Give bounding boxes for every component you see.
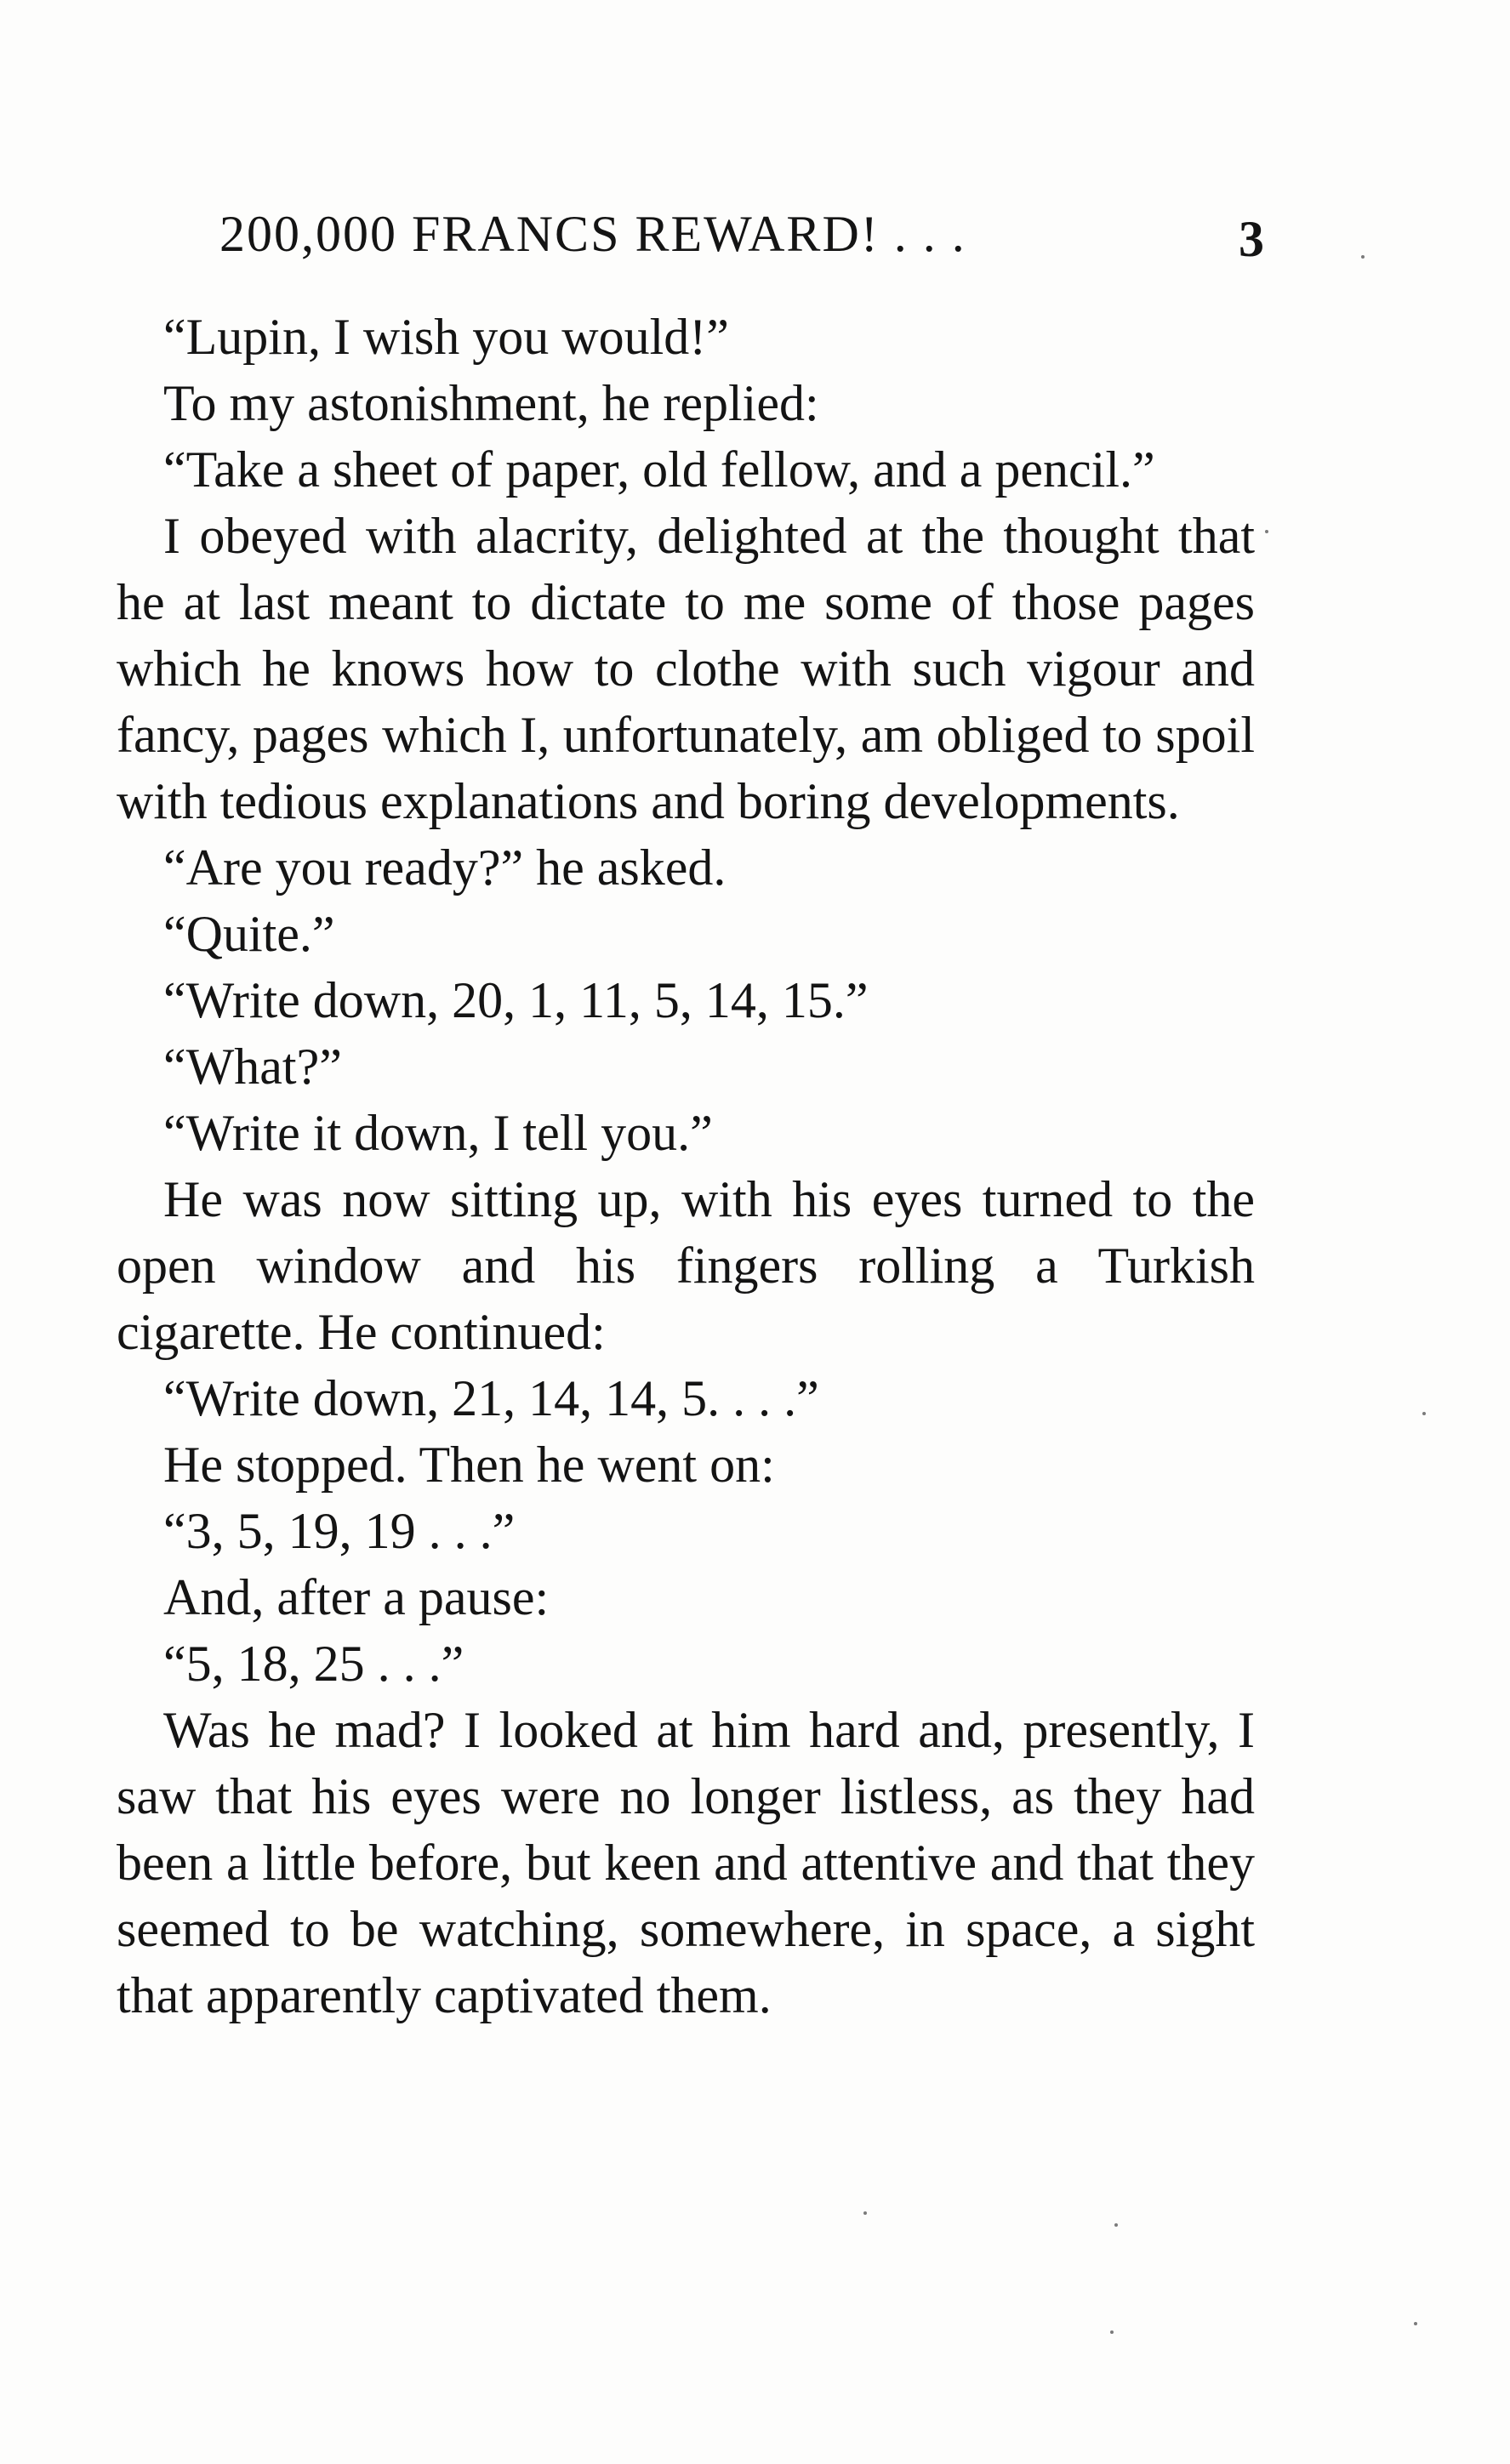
running-head [219,196,1266,272]
scan-speck [863,2211,867,2215]
paragraph: “Write it down, I tell you.” [163,1105,713,1161]
paragraph: And, after a pause: [163,1569,550,1625]
paragraph: To my astonishment, he replied: [163,375,819,431]
paragraph: He stopped. Then he went on: [163,1437,775,1493]
paragraph: “What?” [163,1039,342,1095]
body-text [117,304,1255,2029]
scan-speck [1422,1412,1426,1415]
paragraph: Was he mad? I looked at him hard and, presently, I saw that his eyes were no longer listless, as they had been a little before, but keen and attentive and that they seemed to be watching, somewhere, in space, a sight that apparently captivated them. [117,1702,1255,2023]
scan-speck [1110,2330,1114,2334]
scan-speck [1414,2322,1417,2325]
paragraph: “Are you ready?” he asked. [163,839,727,896]
paragraph: “Quite.” [163,906,335,962]
paragraph: “3, 5, 19, 19 . . .” [163,1503,516,1559]
scan-speck [1114,2223,1118,2227]
paragraph: “5, 18, 25 . . .” [163,1636,464,1692]
paragraph: “Write down, 20, 1, 11, 5, 14, 15.” [163,972,869,1028]
paragraph: He was now sitting up, with his eyes turned to the open window and his fingers rolling a Turkish cigarette. He continued: [117,1171,1255,1360]
scan-speck [1265,530,1268,533]
paragraph: “Write down, 21, 14, 14, 5. . . .” [163,1370,819,1426]
scan-speck [1361,255,1365,259]
paragraph: “Lupin, I wish you would!” [163,309,729,365]
page-number: 3 [1239,211,1266,267]
paragraph: I obeyed with alacrity, delighted at the thought that he at last meant to dictate to me some of those pages which he knows how to clothe with such vigour and fancy, pages which I, unfortunately, am obliged to spoil with tedious explanations and boring developments. [117,508,1255,829]
running-title: 200,000 FRANCS REWARD! . . . [219,206,966,262]
paragraph: “Take a sheet of paper, old fellow, and a pencil.” [163,441,1155,498]
